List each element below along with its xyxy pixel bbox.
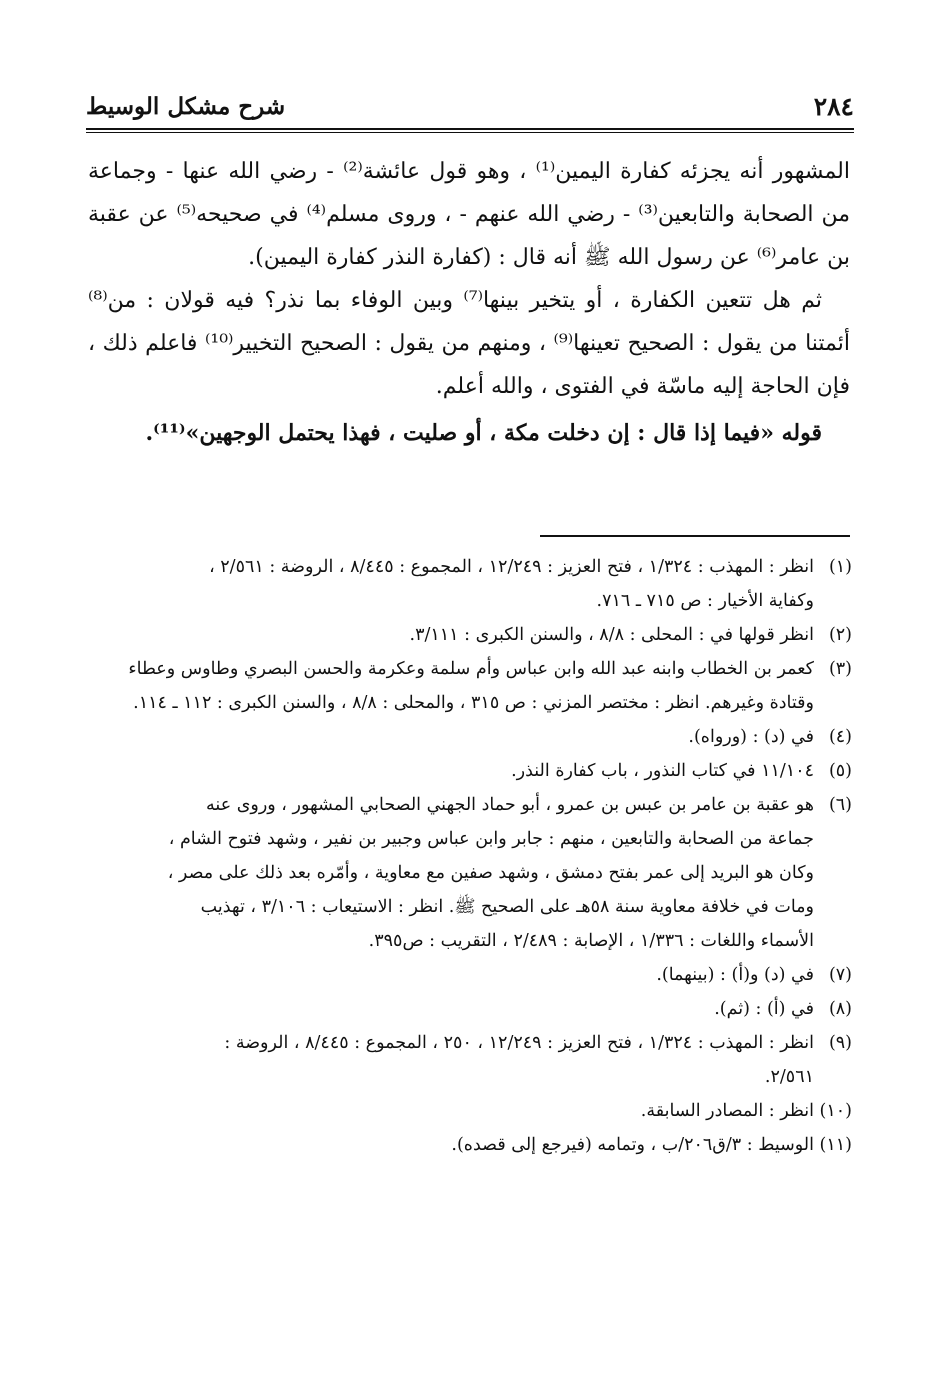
footnote-number: (٧) xyxy=(828,965,852,985)
header-rule xyxy=(86,128,854,130)
footnote-line: الوسيط : ٣/ق٢٠٦/ب ، وتمامه (فيرجع إلى قصده). xyxy=(451,1135,814,1155)
footnote-5 xyxy=(88,754,852,788)
footnote-number: (٨) xyxy=(828,999,852,1019)
footnote-number: (١) xyxy=(828,557,852,577)
footnote-6 xyxy=(88,788,852,958)
footnote-8 xyxy=(88,992,852,1026)
footnote-line: وكفاية الأخيار : ص ٧١٥ ـ ٧١٦. xyxy=(596,591,814,611)
page-header xyxy=(86,92,854,126)
footnote-line: ٢/٥٦١. xyxy=(764,1067,814,1087)
footnote-number: (١٠) xyxy=(819,1101,852,1121)
footnote-number: (٤) xyxy=(828,727,852,747)
page-number: ٢٨٤ xyxy=(813,92,854,121)
footnote-line: جماعة من الصحابة والتابعين ، منهم : جابر وابن عباس وجبير بن نفير ، وشهد فتوح الشام ، xyxy=(168,829,814,849)
footnote-line: في (د) : (ورواه). xyxy=(688,727,814,747)
footnote-number: (٩) xyxy=(828,1033,852,1053)
footnote-4 xyxy=(88,720,852,754)
footnote-line: الأسماء واللغات : ١/٣٣٦ ، الإصابة : ٢/٤٨٩ ، التقريب : ص٣٩٥. xyxy=(368,931,814,951)
footnote-line: كعمر بن الخطاب وابنه عبد الله وابن عباس وأم سلمة وعكرمة والحسن البصري وطاوس وعطاء xyxy=(128,659,814,679)
footnote-number: (٢) xyxy=(828,625,852,645)
footnote-1 xyxy=(88,550,852,618)
header-rule-thin xyxy=(86,132,854,133)
footnote-7 xyxy=(88,958,852,992)
running-title: شرح مشكل الوسيط xyxy=(86,93,286,120)
footnote-number: (١١) xyxy=(819,1135,852,1155)
footnote-line: في (أ) : (ثم). xyxy=(714,999,814,1019)
footnote-number: (٣) xyxy=(828,659,852,679)
footnote-number: (٦) xyxy=(828,795,852,815)
footnote-3 xyxy=(88,652,852,720)
footnote-2 xyxy=(88,618,852,652)
footnote-number: (٥) xyxy=(828,761,852,781)
footnote-9 xyxy=(88,1026,852,1094)
footnote-line: وقتادة وغيرهم. انظر : مختصر المزني : ص ٣١٥ ، والمحلى : ٨/٨ ، والسنن الكبرى : ١١٢ ـ ١١٤. xyxy=(133,693,814,713)
footnote-line: انظر : المهذب : ١/٣٢٤ ، فتح العزيز : ١٢/٢٤٩ ، ٢٥٠ ، المجموع : ٨/٤٤٥ ، الروضة : xyxy=(224,1033,814,1053)
footnote-line: ١١/١٠٤ في كتاب النذور ، باب كفارة النذر. xyxy=(511,761,814,781)
footnote-10 xyxy=(88,1094,852,1128)
footnote-separator xyxy=(540,535,850,537)
body-paragraph-2: ثم هل تتعين الكفارة ، أو يتخير بينها⁽⁷⁾ وبين الوفاء بما نذر؟ فيه قولان : من⁽⁸⁾ أئمتنا من يقول : الصحيح تعينها⁽⁹⁾ ، ومنهم من يقول : الصحيح التخيير⁽¹⁰⁾ فاعلم ذلك ، فإن الحاجة إليه ماسّة في الفتوى ، والله أعلم. xyxy=(88,288,851,399)
footnote-line: انظر : المصادر السابقة. xyxy=(640,1101,814,1121)
quoted-statement: قوله «فيما إذا قال : إن دخلت مكة ، أو صليت ، فهذا يحتمل الوجهين»⁽¹¹⁾. xyxy=(145,420,822,446)
footnote-line: هو عقبة بن عامر بن عبس بن عمرو ، أبو حماد الجهني الصحابي المشهور ، وروى عنه xyxy=(206,795,814,815)
body-paragraph-1: المشهور أنه يجزئه كفارة اليمين⁽¹⁾ ، وهو قول عائشة⁽²⁾ - رضي الله عنها - وجماعة من الصحابة والتابعين⁽³⁾ - رضي الله عنهم - ، وروى مسلم⁽⁴⁾ في صحيحه⁽⁵⁾ عن عقبة بن عامر⁽⁶⁾ عن رسول الله ﷺ أنه قال : (كفارة النذر كفارة اليمين). xyxy=(88,159,850,270)
footnote-line: انظر : المهذب : ١/٣٢٤ ، فتح العزيز : ١٢/٢٤٩ ، المجموع : ٨/٤٤٥ ، الروضة : ٢/٥٦١ ، xyxy=(209,557,814,577)
footnote-line: ومات في خلافة معاوية سنة ٥٨هـ على الصحيح ﷺ. انظر : الاستيعاب : ٣/١٠٦ ، تهذيب xyxy=(200,897,814,917)
footnote-line: وكان هو البريد إلى عمر بفتح دمشق ، وشهد صفين مع معاوية ، وأمّره بعد ذلك على مصر ، xyxy=(167,863,814,883)
main-text xyxy=(88,150,850,455)
footnote-11 xyxy=(88,1128,852,1162)
footnote-line: في (د) و(أ) : (بينهما). xyxy=(656,965,814,985)
footnote-line: انظر قولها في : المحلى : ٨/٨ ، والسنن الكبرى : ٣/١١١. xyxy=(409,625,814,645)
footnotes xyxy=(88,550,852,1162)
